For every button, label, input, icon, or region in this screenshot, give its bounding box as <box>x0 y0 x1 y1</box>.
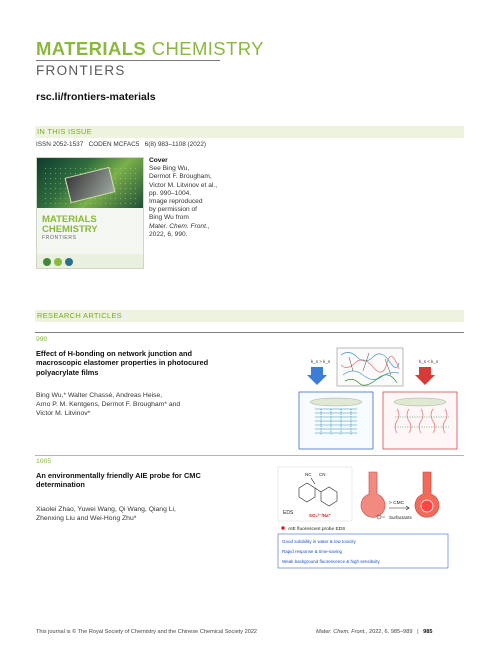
article-page-number: 990 <box>36 336 48 343</box>
cover-artwork <box>37 158 144 208</box>
cover-caption-line: 2022, 6, 990. <box>149 230 188 238</box>
brand-name-bold: MATERIALS <box>36 38 147 59</box>
cover-caption-line: Dermot F. Brougham, <box>149 173 212 181</box>
article-page-number: 1005 <box>36 458 52 465</box>
partner-logo-icon <box>65 258 73 266</box>
publisher-logo-icon <box>43 258 51 266</box>
cover-caption-title: Cover <box>149 157 168 164</box>
research-articles-band <box>35 310 464 322</box>
brand-subtitle: FRONTIERS <box>36 63 126 78</box>
article-authors: Bing Wu,* Walter Chassé, Andreas Heise, Arno P. M. Kentgens, Dermot F. Brougham* and Victor M. Litvinov* <box>36 392 181 417</box>
cover-caption-line: by permission of <box>149 206 198 214</box>
brand-name-light: CHEMISTRY <box>151 38 264 59</box>
article-title-link[interactable]: Effect of H-bonding on network junction and macroscopic elastomer properties in photocured polyacrylate films <box>36 349 209 377</box>
cover-caption-line: Bing Wu from <box>149 214 189 222</box>
footer-citation: Mater. Chem. Front., 2022, 6, 985–989 | 985 <box>316 629 433 635</box>
journal-brand <box>36 38 264 60</box>
article-graphical-abstract[interactable] <box>277 466 457 570</box>
figure-label: k_s < k_s <box>419 359 439 364</box>
brand-divider <box>36 60 220 61</box>
cover-caption-line: Image reproduced <box>149 198 203 206</box>
cover-caption-line: See Bing Wu, <box>149 165 190 173</box>
society-logo-icon <box>54 258 62 266</box>
research-articles-heading: RESEARCH ARTICLES <box>37 311 122 320</box>
journal-url-link[interactable]: rsc.li/frontiers-materials <box>36 91 156 103</box>
cover-caption-line: pp. 990–1004. <box>149 189 192 197</box>
figure-label: > CMC <box>389 501 405 506</box>
in-this-issue-band <box>35 126 464 138</box>
cover-image-subtitle: FRONTIERS <box>42 235 77 241</box>
figure-label: k_s > k_s <box>311 359 331 364</box>
figure-label: Weak background fluorescence & high sensitivity <box>282 559 380 564</box>
issn-line: ISSN 2052-1537 CODEN MCFAC5 6(8) 983–1108 (2022) <box>36 141 207 148</box>
flask-icon <box>361 472 385 517</box>
section-divider <box>35 332 464 333</box>
footer-page-number: 985 <box>423 629 433 635</box>
svg-text:CN: CN <box>319 472 326 477</box>
figure-label: Surfactants <box>389 515 412 520</box>
cover-caption <box>149 157 259 239</box>
figure-label: AIE fluorescent probe EDS <box>288 527 346 532</box>
figure-label: EDS <box>283 510 294 516</box>
svg-text:NC: NC <box>305 472 312 477</box>
footer-journal: Mater. Chem. Front., <box>316 629 368 635</box>
footer-citation-text: 2022, 6, 985–989 <box>368 629 413 635</box>
figure-label: SO₄²⁻/Na⁺ <box>309 513 331 518</box>
bullet-icon <box>281 526 285 530</box>
blue-arrow-icon <box>307 367 327 385</box>
article-authors: Xiaolei Zhao, Yuwei Wang, Qi Wang, Qiang Li, Zhenxing Liu and Wei-Hong Zhu* <box>36 506 176 522</box>
cover-image-title: MATERIALS CHEMISTRY <box>42 214 98 235</box>
red-arrow-icon <box>415 367 435 385</box>
figure-label: Rapid response & time-saving <box>282 549 343 554</box>
in-this-issue-heading: IN THIS ISSUE <box>37 127 93 136</box>
cover-caption-line: Victor M. Litvinov et al., <box>149 181 218 189</box>
article-title-link[interactable]: An environmentally friendly AIE probe for CMC determination <box>36 471 201 490</box>
article-graphical-abstract[interactable] <box>297 347 460 451</box>
cover-image[interactable] <box>36 157 144 269</box>
cover-caption-line: Mater. Chem. Front., <box>149 222 210 230</box>
article-divider <box>35 455 464 456</box>
figure-label: Good solubility in water & low toxicity <box>282 539 356 544</box>
footer-copyright: This journal is © The Royal Society of Chemistry and the Chinese Chemical Society 2022 <box>36 629 258 635</box>
